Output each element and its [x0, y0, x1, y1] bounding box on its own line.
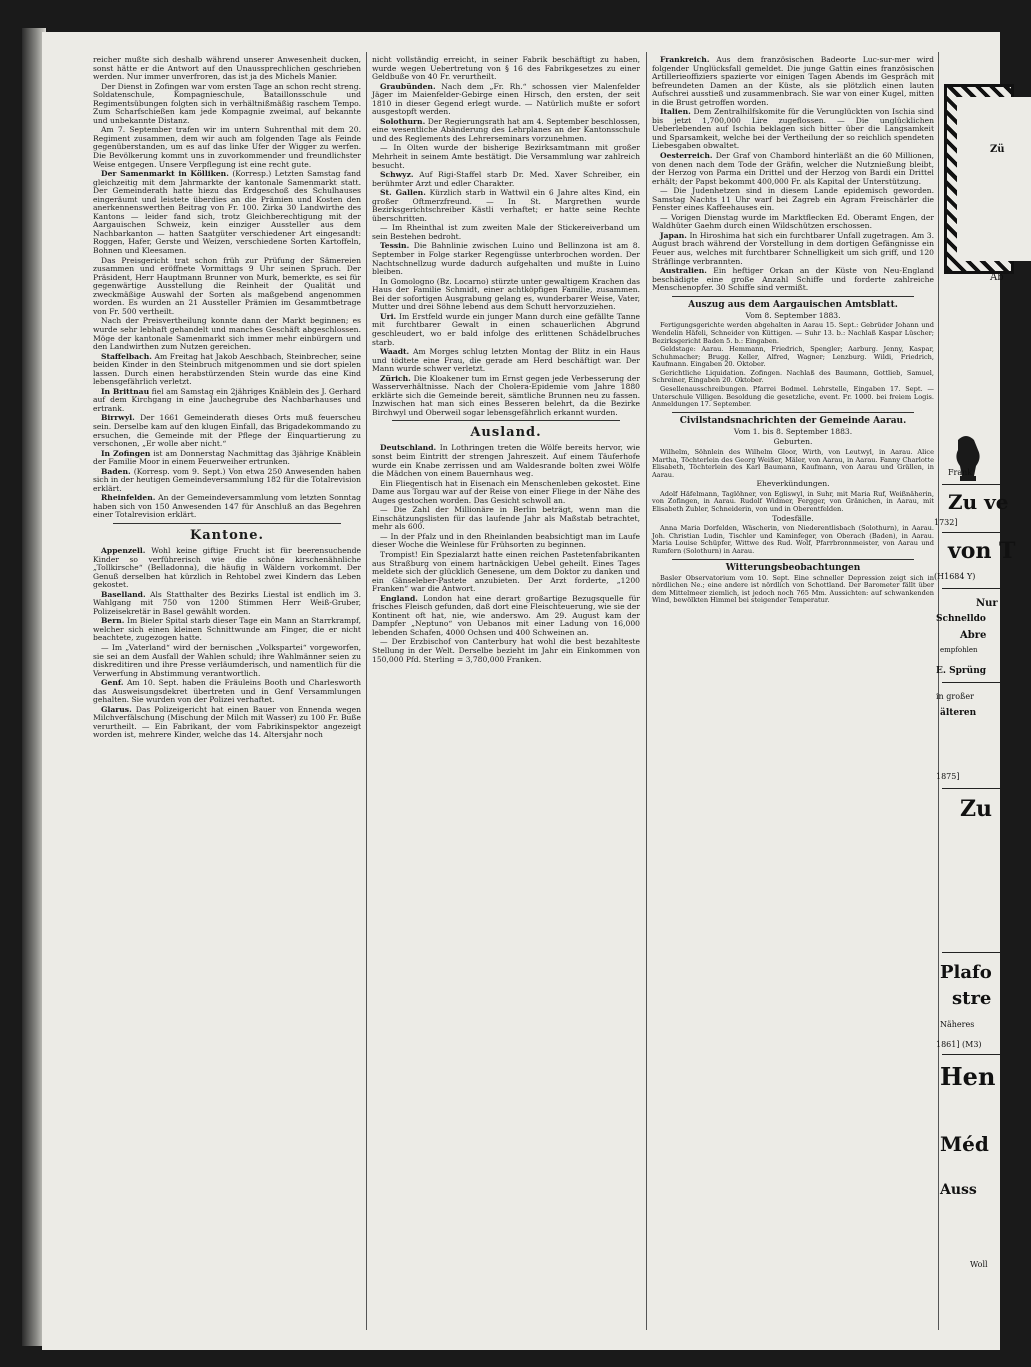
article-heading: Schwyz. — [380, 170, 414, 180]
amtsblatt-heading: Auszug aus dem Aargauischen Amtsblatt. — [688, 299, 898, 310]
article-heading: Oesterreich. — [660, 151, 713, 161]
article-text: Ein heftiger Orkan an der Küste von Neu-England beschädigte eine große Anzahl Schiffe und forderte zahlreiche Menschenopfer. 30 Schiffe sind vermißt. — [652, 266, 934, 293]
article-paragraph: — Im „Vaterland“ wird der bernischen „Volkspartei“ vorgeworfen, sie sei an dem Ausfall der Wahlen schuld; ihre Wahlmänner seien zu diskreditiren und ihre Presse verläumderisch, und namentlich für die Verwerfung in Abstimmung verantwortlich. — [93, 643, 361, 678]
article-paragraph: Am 7. September trafen wir im untern Suhrenthal mit dem 20. Regiment zusammen, dem wir auch am folgenden Tage als Feinde gegenüberstanden, um es auf das linke Ufer der Wigger zu werfen. Die Bevölkerung kommt uns in zuvorkommender und freundlichster Weise entgegen. Unsere Verpflegung ist eine recht gute. — [93, 125, 361, 169]
article-heading: Australien. — [660, 266, 707, 276]
article-paragraph: Das Preisgericht trat schon früh zur Prüfung der Sämereien zusammen und eröffnete Vormittags 9 Uhr seinen Spruch. Der Präsident, Herr Hauptmann Brunner von Murk, bemerkte, es sei für gegenwärtige Ausstellung die Reinheit der Qualität und zweckmäßige Auswahl der Sorten als maßgebend angenommen worden. Es wurden an 21 Aussteller Prämien im Gesammtbetrage von Fr. 500 vertheilt. — [93, 255, 361, 316]
article-paragraph: Der Dienst in Zofingen war vom ersten Tage an schon recht streng. Soldatenschule, Kompagnieschule, Bataillonsschule und Regimentsübungen folgten sich in verhältnißmäßig raschem Tempo. Zum Scharfschießen kam jede Kompagnie zweimal, auf bekannte und unbekannte Distanz. — [93, 81, 361, 125]
weather-heading: Witterungsbeobachtungen — [725, 562, 861, 573]
article-paragraph: reicher mußte sich deshalb während unserer Anwesenheit ducken, sonst hätte er die Antwort auf den Unaussprechlichen geschrieben werden. Nur immer unverfroren, das ist ja des Michels Manier. — [93, 55, 361, 82]
article-heading: Appenzell. — [101, 545, 146, 555]
article-heading: Genf. — [101, 678, 124, 688]
column-rule — [938, 52, 939, 1330]
article-heading: Italien. — [660, 107, 691, 117]
civilstand-date: Vom 1. bis 8. September 1883. — [733, 426, 853, 436]
ad-text: (H1684 Y) — [934, 572, 976, 581]
article-heading: Der Samenmarkt in Kölliken. — [101, 169, 229, 179]
article-text: Die Bahnlinie zwischen Luino und Bellinzona ist am 8. September in Folge starker Regengüsse unterbrochen worden. Der Nachtschnellzug wurde dadurch aufgehalten und mußte in Luino bleiben. — [372, 241, 641, 277]
section-rule — [392, 420, 620, 421]
article-heading: Birrwyl. — [101, 413, 135, 423]
article-heading: St. Gallen. — [380, 188, 426, 198]
ad-divider — [942, 952, 1000, 953]
article-text: Wohl keine giftige Frucht ist für beerensuchende Kinder so verführerisch wie die schöne kirschenähnliche „Tollkirsche“ (Belladonna), die häufig in Wäldern vorkommt. Der Genuß derselben hat kürzlich in Rehtobel zwei Kindern das Leben gekostet. — [93, 545, 361, 590]
article-heading: Glarus. — [101, 704, 132, 714]
article-paragraph: — In der Pfalz und in den Rheinlanden beabsichtigt man im Laufe dieser Woche die Weinlese für Frühsorten zu beginnen. — [372, 531, 640, 550]
ad-text: empfohlen — [940, 646, 978, 654]
article-text: Im Erstfeld wurde ein junger Mann durch eine gefällte Tanne mit furchtbarer Gewalt in einen schauerlichen Abgrund geschleudert, wo er bald infolge des erlittenen Schädelbruches starb. — [372, 311, 640, 347]
ad-divider — [942, 484, 1000, 485]
ad-text: Nur — [976, 598, 998, 609]
article-text: London hat eine derart großartige Bezugsquelle für frisches Fleisch gefunden, daß dort eine Fleischteuerung, wie sie der Kontinent oft hat, nie, wie anderswo. Am 29. August kam der Dampfer „Neptuno“ von Uebanos mit einer Ladung von 16,000 lebenden Schafen, 4000 Ochsen und 400 Schweinen an. — [372, 593, 640, 637]
amtsblatt-entry: Gerichtliche Liquidation. Zofingen. Nachlaß des Baumann, Gottlieb, Samuel, Schreiner, Eingaben 20. Oktober. — [652, 368, 934, 385]
article-heading: Rheinfelden. — [101, 493, 156, 503]
article-paragraph: — Die Zahl der Millionäre in Berlin beträgt, wenn man die Einschätzungslisten für das laufende Jahr als Maßstab betrachtet, mehr als 600. — [372, 505, 640, 532]
ad-text: Auss — [940, 1182, 977, 1198]
column-rule — [366, 52, 367, 1330]
ad-text: Plafo — [940, 962, 992, 983]
ad-text: Näheres — [940, 1020, 975, 1029]
article-heading: Deutschland. — [380, 443, 437, 453]
ad-text: Schnelldo — [936, 614, 986, 624]
article-heading: Uri. — [380, 311, 397, 321]
ad-text: Frank — [948, 468, 973, 477]
article-text: Am 10. Sept. haben die Fräuleins Booth und Charlesworth das Ausweisungsdekret übertreten und in Genf Versammlungen gehalten. Sie wurden von der Polizei verhaftet. — [93, 678, 361, 705]
article-paragraph: Nach der Preisvertheilung konnte dann der Markt beginnen; es wurde sehr lebhaft gehandelt und manches Geschäft abgeschlossen. Möge der kantonale Samenmarkt sich immer mehr einbürgern und den Landwirthen zum Nutzen gereichen. — [93, 316, 361, 352]
article-heading: Baden. — [101, 466, 131, 476]
article-paragraph: nicht vollständig erreicht, in seiner Fabrik beschäftigt zu haben, wurde wegen Uebertretung von § 16 des Fabrikgesetzes zu einer Geldbuße von 40 Fr. verurtheilt. — [372, 55, 640, 82]
section-heading-kantone: Kantone. — [189, 527, 265, 543]
amtsblatt-entry: Fertigungsgerichte werden abgehalten in Aarau 15. Sept.: Gebrüder Johann und Wendelin Häfeli, Schneider von Küttigen. — Suhr 13. b.: Nachlaß Kaspar Lüscher; Bezirksgericht Baden 5. b.: Eingaben. — [652, 321, 934, 345]
ad-divider — [942, 588, 1000, 589]
ad-text: in großer — [936, 692, 974, 701]
article-text: Der Regierungsrath hat am 4. September beschlossen, eine wesentliche Abänderung des Lehrplanes an der Kantonsschule und des Reglements des Lehrerseminars vorzunehmen. — [372, 116, 640, 143]
column-2 — [372, 56, 640, 1331]
section-rule — [672, 412, 914, 413]
article-text: Am Freitag hat Jakob Aeschbach, Steinbrecher, seine beiden Kinder in den Steinbruch mitgenommen und sie dort spielen lassen. Durch einen herabstürzenden Stein wurde das eine Kind lebensgefährlich verletzt. — [93, 351, 361, 387]
article-text: Der Graf von Chambord hinterläßt an die 60 Millionen, von denen nach dem Tode der Gräfin, welcher die Nutznießung bleibt, der Herzog von Parma ein Drittel und der Herzog von Bardi ein Drittel erhält; der Papst bekommt 400,000 Fr. als Kapital der Unterstützung. — [652, 151, 934, 186]
article-text: Am Morges schlug letzten Montag der Blitz in ein Haus und tödtete eine Frau, die gerade am Herd beschäftigt war. Der Mann wurde schwer verletzt. — [372, 347, 640, 374]
article-heading: In Brittnau — [101, 386, 150, 396]
article-text: (Korresp. vom 9. Sept.) Von etwa 250 Anwesenden haben sich in der heutigen Gemeindeversammlung 182 für die Totalrevision erklärt. — [93, 466, 361, 493]
column-3 — [652, 56, 934, 1331]
section-rule — [672, 296, 914, 297]
article-paragraph: — In Olten wurde der bisherige Bezirksamtmann mit großer Mehrheit in seinem Amte bestätigt. Die Versammlung war zahlreich besucht. — [372, 143, 640, 170]
ornamental-ad-frame — [944, 84, 1014, 274]
ad-text: Zu — [960, 796, 993, 822]
ad-text: Zü — [990, 144, 1005, 155]
ad-text: Ab — [990, 272, 1004, 283]
civilstand-entry: Anna Maria Dorfelden, Wäscherin, von Niederentlisbach (Solothurn), in Aarau. Joh. Christian Ludin, Tischler und Kaminfeger, von Oberach (Baden), in Aarau. Maria Louise Schüpfer, Wittwe des Rud. Wolf, Pfarrbronnmeister, von Aarau und Rumfern (Solothurn) in Aarau. — [652, 524, 934, 555]
article-text: Auf Rigi-Staffel starb Dr. Med. Xaver Schreiber, ein berühmter Arzt und edler Charakter. — [372, 170, 640, 188]
article-heading: Bern. — [101, 616, 125, 626]
ad-text: Méd — [940, 1132, 989, 1156]
article-text: Kürzlich starb in Wattwil ein 6 Jahre altes Kind, ein großer Oftmerzfreund. — In St. Margrethen wurde Bezirksgerichtschreiber Kästli verhaftet; er hatte seine Rechte überschritten. — [372, 188, 641, 223]
ad-text: Woll — [970, 1260, 988, 1269]
civilstand-entry: Adolf Häfelmann, Taglöhner, von Egliswyl, in Suhr, mit Maria Ruf, Weißnäherin, von Zofingen, in Aarau. Rudolf Widmer, Fergger, von Gränichen, in Aarau, mit Elisabeth Zubler, Schneiderin, von und in Oberentfelden. — [652, 489, 934, 514]
ad-divider — [942, 532, 1000, 533]
amtsblatt-entry: Gesellenausschreibungen. Pfarrei Bodmel. Lehrstelle, Eingaben 17. Sept. — Unterschule Villigen. Besoldung die gesetzliche, event. Fr. 1000. bei freiem Logis. Anmeldungen 17. September. — [652, 385, 934, 409]
article-text: Nach dem „Fr. Rh.“ schossen vier Malenfelder Jäger im Maienfelder-Gebirge einen Hirsch, den ersten, der seit 1810 in dieser Gegend erlegt wurde. — Natürlich mußte er sofort ausgestopft werden. — [372, 81, 641, 117]
ad-divider — [942, 1054, 1000, 1055]
article-paragraph: — Die Judenhetzen sind in diesem Lande epidemisch geworden. Samstag Nachts 11 Uhr warf bei Zagreb ein Agram Freischärler die Fenster eines Kaffeehauses ein. — [652, 186, 934, 213]
article-text: An der Gemeindeversammlung vom letzten Sonntag haben sich von 150 Anwesenden 147 für Anschluß an das Begehren einer Totalrevision erklärt. — [93, 493, 361, 520]
article-paragraph: — Vorigen Dienstag wurde im Marktflecken Ed. Oberamt Engen, der Waldhüter Gaehm durch einen Wildschützen erschossen. — [652, 212, 934, 231]
civilstand-heading: Civilstandsnachrichten der Gemeinde Aarau. — [679, 415, 907, 426]
article-text: Dem Zentralhilfskomite für die Verunglückten von Ischia sind bis jetzt 1,700,000 Lire zugeflossen. — Die unglücklichen Ueberlebenden auf Ischia beklagen sich bitter über die Langsamkeit und Sparsamkeit, welche bei der Vertheilung der so reichlich spendeten Liebesgaben obwaltet. — [652, 107, 934, 151]
article-text: ist am Donnerstag Nachmittag das 3jährige Knäblein der Familie Moor in einem Feuerweiher ertrunken. — [93, 448, 361, 467]
civilstand-entry: Wilhelm, Söhnlein des Wilhelm Gloor, Wirth, von Leutwyl, in Aarau. Alice Martha, Töchterlein des Georg Weißer, Mäler, von Aarau, in Aarau. Fanny Charlotte Elisabeth, Töchterlein des Karl Baumann, Kaufmann, von Aarau und Grällen, in Aarau. — [652, 447, 934, 479]
article-heading: Zürich. — [380, 373, 411, 383]
article-text: In Hiroshima hat sich ein furchtbarer Unfall zugetragen. Am 3. August brach während der Vorstellung in dem dortigen Gefängnisse ein Feuer aus, welches mit furchtbarer Schnelligkeit um sich griff, und 120 Sträflinge verbrannten. — [652, 230, 935, 266]
article-heading: England. — [380, 593, 418, 603]
section-heading-ausland: Ausland. — [470, 425, 542, 441]
civilstand-subheading: Todesfälle. — [772, 513, 814, 523]
article-text: Als Statthalter des Bezirks Liestal ist endlich im 3. Wahlgang mit 750 von 1200 Stimmen Herr Weiß-Gruber, Polizeisekretär in Basel gewählt worden. — [93, 589, 362, 616]
column-1 — [93, 56, 361, 1331]
article-text: In Lothringen treten die Wölfe bereits hervor, wie sonst beim Eintritt der strengen Jahreszeit. Auf einem Täuferhofe wurde ein Knabe zerrissen und am Waldesrande bolten zwei Wölfe die Mädchen von einem Bauernhaus weg. — [372, 443, 640, 479]
weather-entry: Basler Observatorium vom 10. Sept. Eine schneller Depression zeigt sich in nördlichen Ne.; eine andere ist nördlich von Schottland. Der Barometer fällt über dem Mittelmeer ziemlich, ist jedoch noch 765 Mm. Aussichten: auf schwankenden Wind, bewölkten Himmel bei steigender Temperatur. — [652, 573, 934, 605]
article-heading: Baselland. — [101, 589, 146, 599]
ad-text: älteren — [940, 708, 977, 718]
article-heading: Frankreich. — [660, 55, 710, 64]
article-text: (Korresp.) Letzten Samstag fand gleichzeitig mit dem Jahrmarkte der kantonale Samenmarkt statt. Der Gemeinderath hatte hiezu das Erdgeschoß des Schulhauses eingeräumt und leistete überdies an die Prämien und Kosten den anerkennenswerthen Beitrag von Fr. 100. Zirka 30 Landwirthe des Kantons — leider fand sich, trotz Gleichberechtigung mit der Aargauischen Schweiz, kein einziger Aussteller aus dem Nachbarkanton — hatten Saatgüter verschiedener Art eingesandt: Roggen, Hafer, Gerste und Weizen, verschiedene Sorten Kartoffeln, Bohnen und Kleesamen. — [93, 169, 361, 256]
civilstand-subheading: Geburten. — [773, 437, 813, 447]
ad-text: Zu ve — [948, 490, 1009, 514]
article-heading: Tessin. — [380, 241, 410, 251]
article-heading: Japan. — [660, 230, 687, 240]
article-heading: Solothurn. — [380, 116, 426, 126]
article-text: Aus dem französischen Badeorte Luc-sur-mer wird folgender Unglücksfall gemeldet. Die junge Gattin eines französischen Artillerieoffiziers spazierte vor einigen Tagen Abends im Gespräch mit befreundeten Damen an der Küste, als sie plötzlich einen lauten Aufschrei ausstieß und zusammenbrach. Sie war von einer Kugel, mitten in die Brust getroffen worden. — [652, 55, 934, 107]
article-paragraph: Ein Fliegentisch hat in Eisenach ein Menschenleben gekostet. Eine Dame aus Torgau war auf der Reise von einer Fliege in der Nähe des Auges gestochen worden. Das Gesicht schwoll an. — [372, 478, 640, 505]
amtsblatt-entry: Geldstage: Aarau. Hemmann, Friedrich, Spengler; Aarburg. Jenny, Kaspar, Schuhmacher; Brugg. Keller, Alfred, Wagner; Lenzburg. Wildi, Friedrich, Kaufmann. Eingaben 20. Oktober. — [652, 345, 934, 369]
article-heading: Waadt. — [380, 347, 410, 357]
ad-text: 1875] — [936, 772, 960, 781]
ad-text: Abre — [960, 630, 987, 641]
ad-text: 1732] — [934, 518, 958, 527]
column-rule — [646, 52, 647, 1330]
article-heading: Graubünden. — [380, 81, 436, 91]
article-paragraph: In Gomologno (Bz. Locarno) stürzte unter gewaltigem Krachen das Haus der Familie Schmidt, einer achtköpfigen Familie, zusammen. Bei der sofortigen Ausgrabung gelang es, wunderbarer Weise, Vater, Mutter und drei Söhne lebend aus dem Schutt hervorzuziehen. — [372, 276, 640, 312]
section-rule — [113, 523, 341, 524]
article-text: Die Kloakener tum im Ernst gegen jede Verbesserung der Wasserverhältnisse. Nach der Cholera-Epidemie vom Jahre 1880 erklärte sich die Gemeinde bereit, sämtliche Brunnen neu zu fassen. Inzwischen hat man sich eines Besseren belehrt, da die Bezirke Birchwyl und Oberweil sogar lebensgefährlich erkannt wurden. — [372, 373, 640, 417]
article-paragraph: — Der Erzbischof von Canterbury hat wohl die best bezahlteste Stellung in der Welt. Derselbe bezieht im Jahr ein Einkommen von 150,000 Pfd. Sterling = 3,780,000 Franken. — [372, 637, 640, 664]
article-heading: Staffelbach. — [101, 351, 152, 361]
civilstand-subheading: Eheverkündungen. — [756, 479, 830, 489]
ad-text: E. Sprüng — [936, 666, 987, 676]
article-text: Das Polizeigericht hat einen Bauer von Ennenda wegen Milchverfälschung (Mischung der Milch mit Wasser) zu 100 Fr. Buße verurtheilt. — Ein Fabrikant, der vom Fabrikinspektor angezeigt worden ist, mehrere Kinder, welche das 14. Altersjahr noch — [93, 704, 361, 740]
article-text: Im Bieler Spital starb dieser Tage ein Mann an Starrkrampf, welcher sich einen kleinen Schnittwunde am Finger, die er nicht beachtete, zugezogen hatte. — [93, 616, 361, 643]
ad-divider — [942, 682, 1000, 683]
ad-text: stre — [952, 988, 992, 1009]
ad-divider — [942, 788, 1000, 789]
article-heading: In Zofingen — [101, 448, 151, 458]
ad-text: Hen — [940, 1062, 996, 1091]
section-rule — [672, 559, 914, 560]
ad-text: von T — [948, 538, 1016, 564]
article-paragraph: — Im Rheinthal ist zum zweiten Male der Stickereiverband um sein Bestehen bedroht. — [372, 223, 640, 241]
article-text: Der 1661 Gemeinderath dieses Orts muß feuerscheu sein. Derselbe kam auf den klugen Einfall, das Brigadekommando zu ersuchen, die Gemeinde mit der Pflege der Einquartierung zu verschonen, „Er wolle aber nicht.“ — [93, 413, 361, 449]
amtsblatt-date: Vom 8. September 1883. — [745, 310, 841, 320]
advertisement-strip — [934, 32, 1016, 1350]
ad-text: 1861] (M3) — [936, 1040, 982, 1049]
article-paragraph: Trompist! Ein Spezialarzt hatte einen reichen Pastetenfabrikanten aus Straßburg von einem hartnäckigen Uebel geheilt. Eines Tages meldete sich der glücklich Genesene, um dem Doktor zu danken und ein Gänseleber-Pastete anzubieten. Der Arzt forderte, „1200 Franken“ war die Antwort. — [372, 549, 640, 594]
article-text: fiel am Samstag ein 2jähriges Knäblein des J. Gerhard auf dem Kirchgang in eine Jauchegrube des Nachbarhauses und ertrank. — [93, 386, 362, 413]
